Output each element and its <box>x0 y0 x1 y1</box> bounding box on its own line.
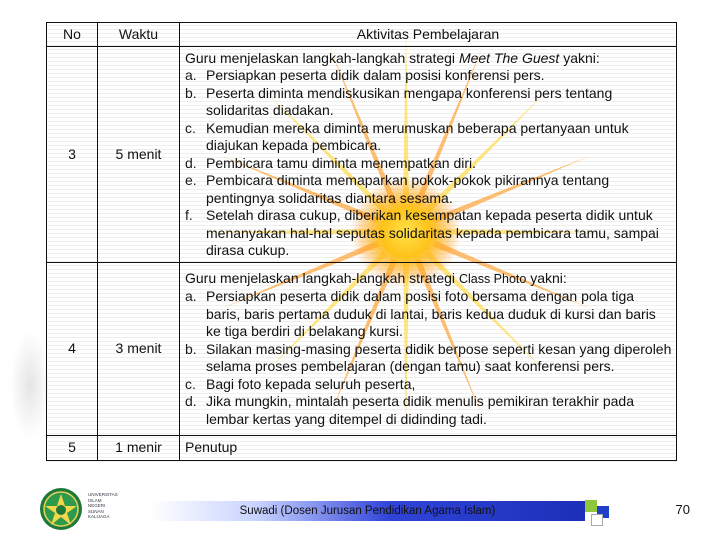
row-activity: Penutup <box>180 436 677 461</box>
logo-caption <box>88 492 136 520</box>
step-text: Pembicara tamu diminta menempatkan diri. <box>206 154 477 171</box>
step-letter: e. <box>185 172 197 188</box>
intro-prefix: Guru menjelaskan langkah-langkah strategi <box>185 269 459 286</box>
step-text: Pembicara diminta memaparkan pokok-pokok pikirannya tentang pentingnya solidaritas diantara sesama. <box>206 172 610 206</box>
list-item <box>185 172 672 207</box>
white-square-icon <box>591 514 603 526</box>
table-row <box>47 436 677 461</box>
header-no: No <box>47 23 98 47</box>
step-letter: d. <box>185 393 197 410</box>
step-letter: a. <box>185 67 197 83</box>
strategy-name: Meet The Guest <box>458 49 560 66</box>
step-letter: b. <box>185 84 197 101</box>
row-time: 3 menit <box>98 263 180 436</box>
step-text: Setelah dirasa cukup, diberikan kesempatan kepada peserta didik untuk menanyakan hal-hal seputas solidaritas kepada pembicara tamu, sampai dirasa cukup. <box>206 207 659 258</box>
row-number: 3 <box>47 47 98 263</box>
row-activity <box>180 47 677 263</box>
step-list <box>185 288 672 428</box>
table-row <box>47 263 677 436</box>
logo-line: UNIVERSITAS <box>88 492 118 497</box>
row-activity <box>180 263 677 436</box>
list-item <box>185 393 672 428</box>
list-item <box>185 341 672 376</box>
row-number: 5 <box>47 436 98 461</box>
step-letter: c. <box>185 119 196 136</box>
header-activity: Aktivitas Pembelajaran <box>180 23 677 47</box>
table-header-row <box>47 23 677 47</box>
header-time: Waktu <box>98 23 180 47</box>
list-item <box>185 67 672 85</box>
step-text: Bagi foto kepada seluruh peserta, <box>206 375 416 392</box>
list-item <box>185 288 672 341</box>
table-row <box>47 47 677 263</box>
blurred-watermark <box>10 330 50 440</box>
footer-author: Suwadi (Dosen Jurusan Pendidikan Agama Islam) <box>239 505 496 517</box>
green-square-icon <box>585 500 597 512</box>
step-letter: d. <box>185 154 197 171</box>
logo-line: ISLAM <box>88 497 102 503</box>
page-number: 70 <box>675 502 690 517</box>
activity-intro <box>185 50 672 68</box>
lesson-activity-table <box>46 22 677 461</box>
list-item <box>185 85 672 120</box>
logo-line: KALIJAGA <box>88 514 110 520</box>
step-text: Persiapkan peserta didik dalam posisi konferensi pers. <box>206 67 545 83</box>
strategy-name: Class Photo <box>458 271 527 286</box>
step-text: Silakan masing-masing peserta didik berpose seperti kesan yang diperoleh selama proses pembelajaran (dengan tamu) saat konferensi pers. <box>206 340 672 375</box>
intro-suffix: yakni: <box>526 269 567 286</box>
activity-intro <box>185 270 672 289</box>
row-time: 1 menir <box>98 436 180 461</box>
list-item <box>185 207 672 260</box>
list-item <box>185 376 672 394</box>
step-letter: c. <box>185 375 196 392</box>
step-letter: f. <box>185 207 193 223</box>
list-item <box>185 155 672 173</box>
intro-suffix: yakni: <box>559 49 600 66</box>
step-text: Persiapkan peserta didik dalam posisi foto bersama dengan pola tiga baris, baris pertama duduk di lantai, baris kedua duduk di kursi dan baris ke tiga berdiri di belakang kursi. <box>206 288 656 340</box>
list-item <box>185 120 672 155</box>
step-text: Kemudian mereka diminta merumuskan beberapa pertanyaan untuk diajukan kepada pembicara. <box>206 119 629 153</box>
row-number: 4 <box>47 263 98 436</box>
intro-prefix: Guru menjelaskan langkah-langkah strategi <box>185 49 459 66</box>
university-logo-icon <box>38 486 84 532</box>
step-letter: b. <box>185 340 197 357</box>
logo-line: NEGERI <box>88 503 106 509</box>
step-letter: a. <box>185 288 197 305</box>
step-text: Peserta diminta mendiskusikan mengapa konferensi pers tentang solidaritas diadakan. <box>206 84 613 118</box>
row-time: 5 menit <box>98 47 180 263</box>
step-list <box>185 67 672 260</box>
logo-line: SUNAN <box>88 508 104 514</box>
step-text: Jika mungkin, mintalah peserta didik menulis pemikiran terakhir pada lembar kertas yang ditempel di didinding tadi. <box>206 393 634 427</box>
